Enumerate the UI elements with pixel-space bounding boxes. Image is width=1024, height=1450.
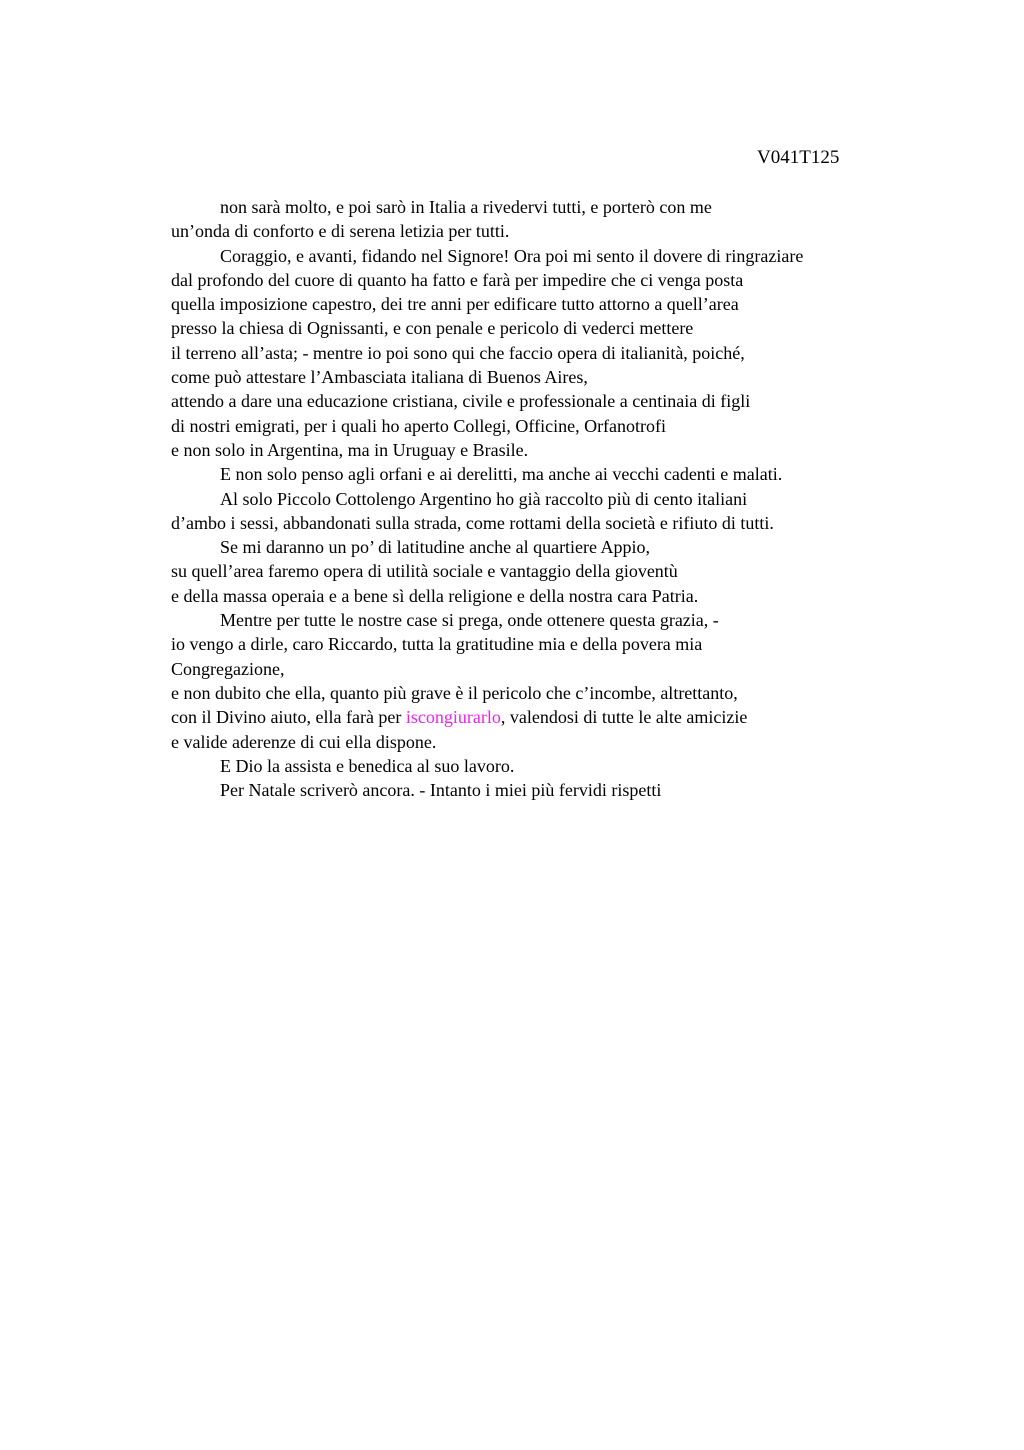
- text-line: quella imposizione capestro, dei tre anni per edificare tutto attorno a quell’area: [171, 294, 739, 315]
- text-line: presso la chiesa di Ognissanti, e con penale e pericolo di vederci mettere: [171, 318, 694, 339]
- text-line: e non dubito che ella, quanto più grave è il pericolo che c’incombe, altrettanto,: [171, 682, 738, 703]
- text-line: su quell’area faremo opera di utilità sociale e vantaggio della gioventù: [171, 561, 678, 582]
- text-line: E Dio la assista e benedica al suo lavoro.: [220, 755, 515, 776]
- text-line: attendo a dare una educazione cristiana, civile e professionale a centinaia di figli: [171, 391, 751, 412]
- text-line: Coraggio, e avanti, fidando nel Signore! Ora poi mi sento il dovere di ringraziare: [220, 245, 804, 266]
- text-line: E non solo penso agli orfani e ai derelitti, ma anche ai vecchi cadenti e malati.: [220, 464, 783, 485]
- text-line: Se mi daranno un po’ di latitudine anche al quartiere Appio,: [220, 537, 651, 558]
- text-line: e della massa operaia e a bene sì della religione e della nostra cara Patria.: [171, 585, 699, 606]
- text-line: come può attestare l’Ambasciata italiana di Buenos Aires,: [171, 367, 588, 388]
- page-identifier: V041T125: [757, 147, 840, 168]
- text-line: Al solo Piccolo Cottolengo Argentino ho già raccolto più di cento italiani: [220, 488, 748, 509]
- text-line: dal profondo del cuore di quanto ha fatto e farà per impedire che ci venga posta: [171, 269, 744, 290]
- text-line: non sarà molto, e poi sarò in Italia a rivedervi tutti, e porterò con me: [220, 197, 712, 217]
- text-line: Per Natale scriverò ancora. - Intanto i miei più fervidi rispetti: [220, 780, 662, 801]
- text-segment: con il Divino aiuto, ella farà per: [171, 707, 406, 728]
- text-line: d’ambo i sessi, abbandonati sulla strada, come rottami della società e rifiuto di tutti.: [171, 512, 774, 533]
- highlighted-word: iscongiurarlo: [405, 707, 501, 728]
- text-line-with-highlight: [171, 705, 901, 729]
- text-line: Mentre per tutte le nostre case si prega, onde ottenere questa grazia, -: [220, 610, 719, 631]
- text-line: un’onda di conforto e di serena letizia per tutti.: [171, 221, 510, 242]
- text-line: e valide aderenze di cui ella dispone.: [171, 731, 437, 752]
- text-segment: , valendosi di tutte le alte amicizie: [500, 707, 748, 728]
- text-line: Congregazione,: [171, 658, 285, 679]
- text-line: io vengo a dirle, caro Riccardo, tutta la gratitudine mia e della povera mia: [171, 634, 703, 655]
- text-line: di nostri emigrati, per i quali ho aperto Collegi, Officine, Orfanotrofi: [171, 415, 667, 436]
- letter-body: [171, 195, 901, 802]
- text-line: il terreno all’asta; - mentre io poi sono qui che faccio opera di italianità, poiché,: [171, 342, 745, 363]
- text-line: e non solo in Argentina, ma in Uruguay e Brasile.: [171, 439, 529, 460]
